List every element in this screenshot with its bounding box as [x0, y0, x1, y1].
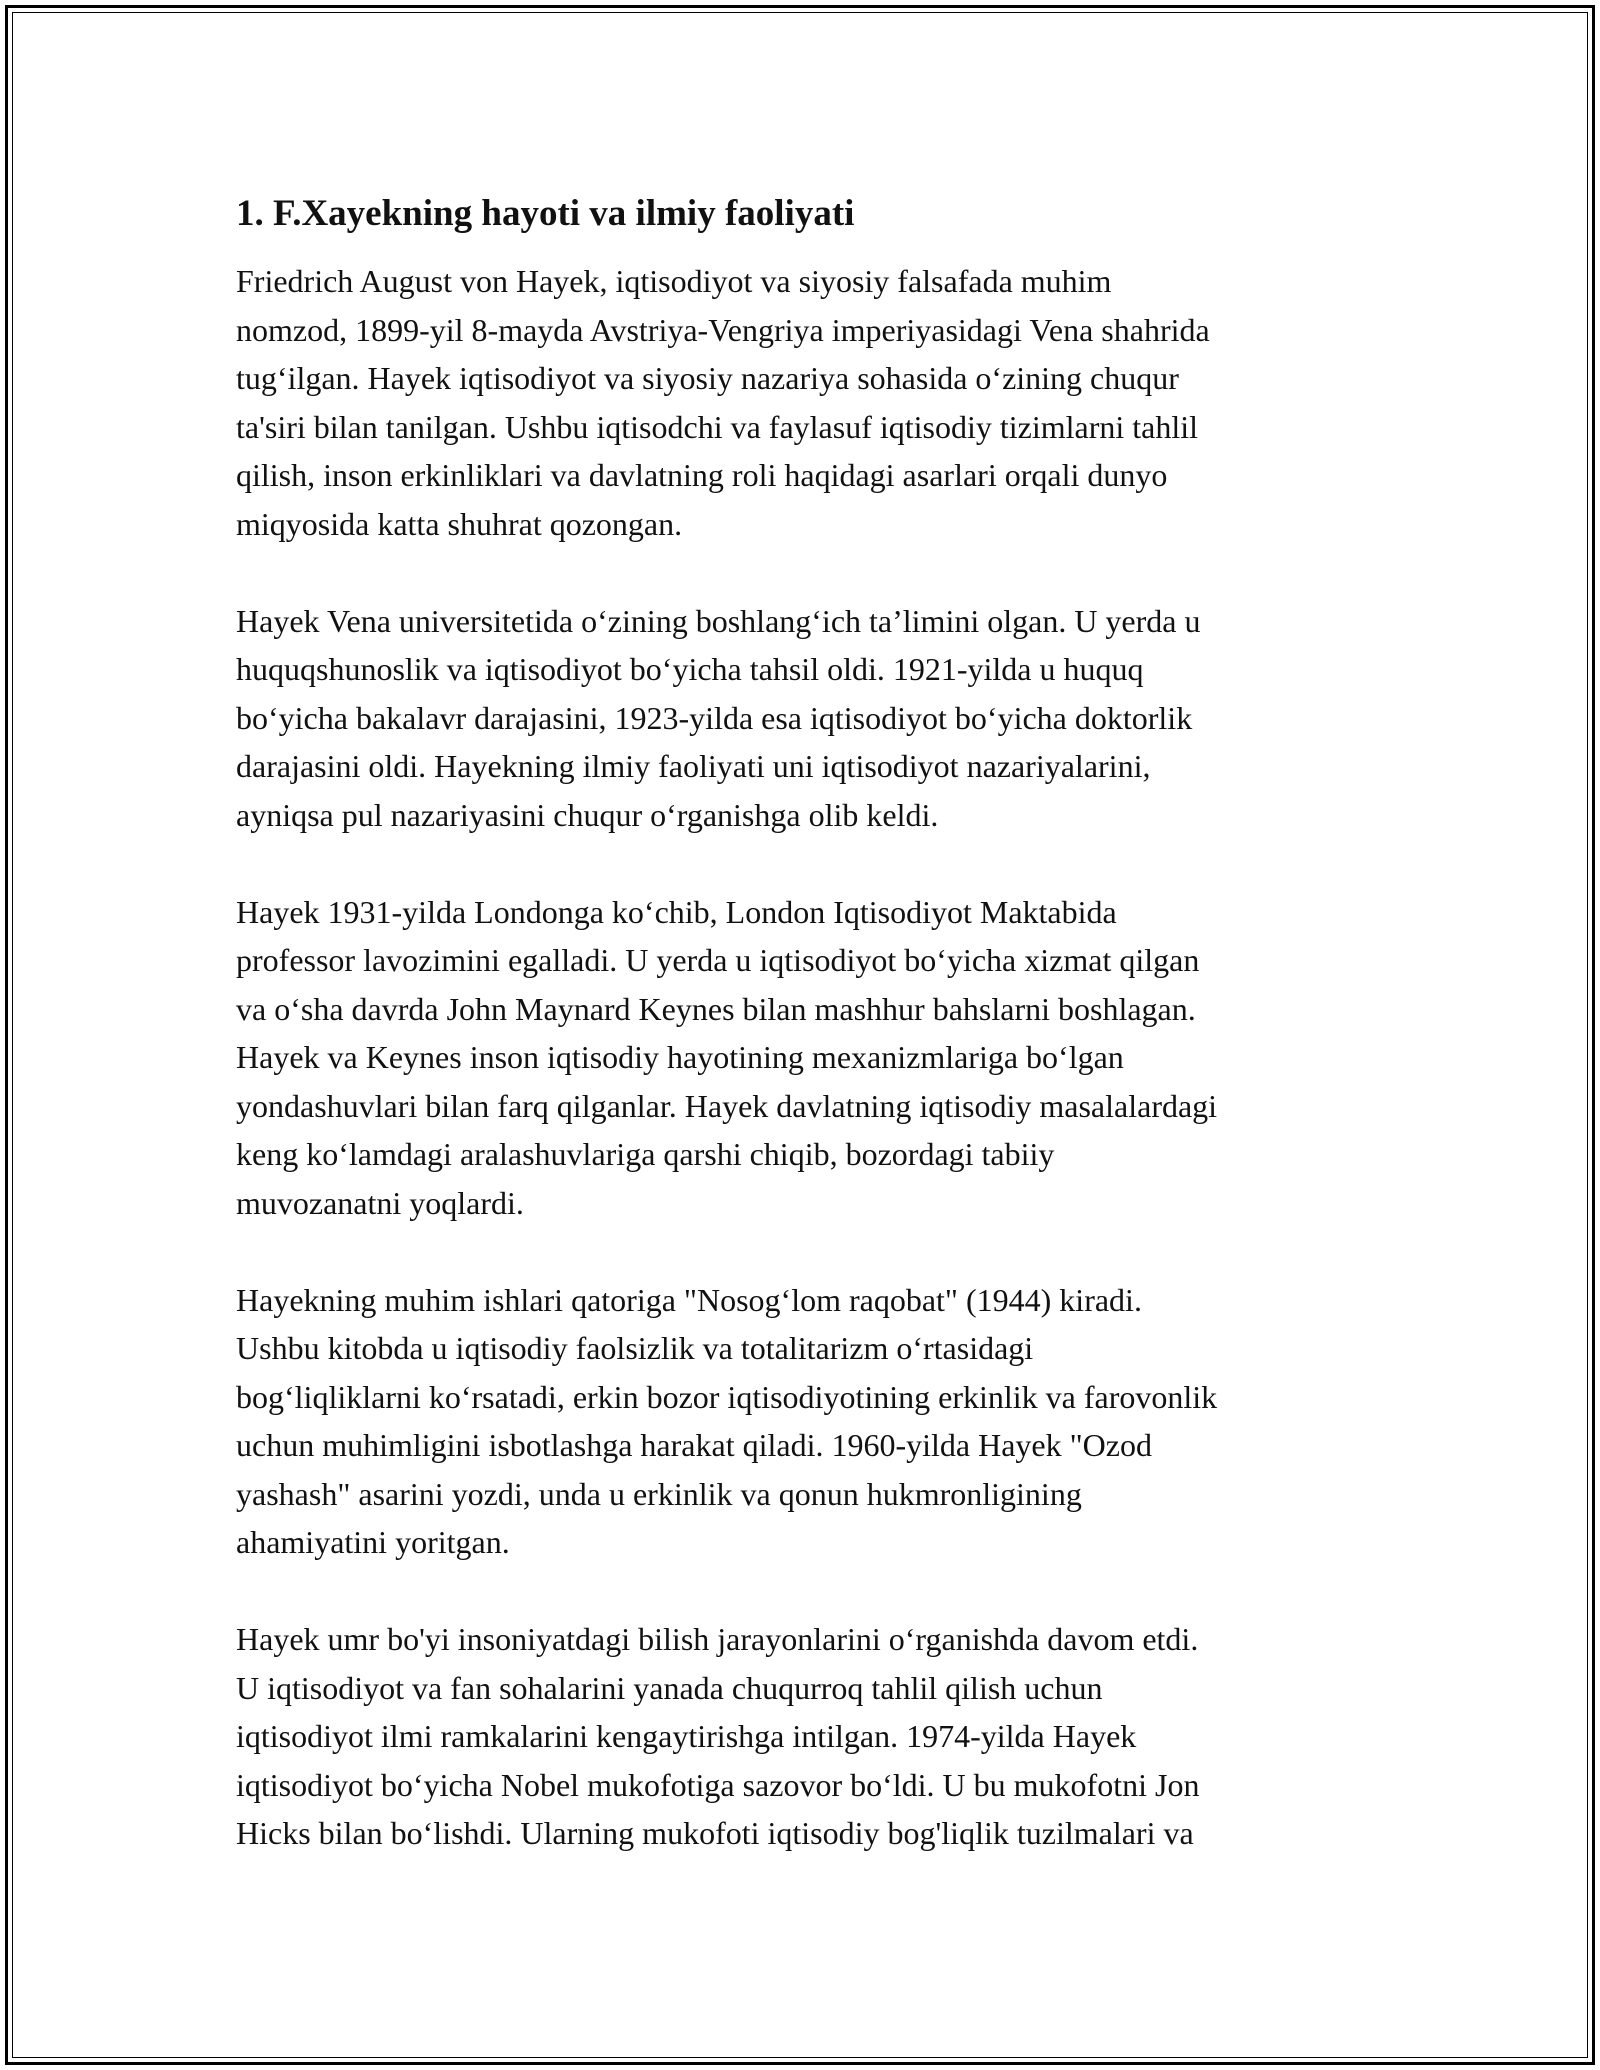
paragraph-2: Hayek Vena universitetida o‘zining boshlang‘ich ta’limini olgan. U yerda u huquqshunoslik va iqtisodiyot bo‘yicha tahsil oldi. 1921-yilda u huquq bo‘yicha bakalavr darajasini, 1923-yilda esa iqtisodiyot bo‘yicha doktorlik darajasini oldi. Hayekning ilmiy faoliyati uni iqtisodiyot nazariyalarini, ayniqsa pul nazariyasini chuqur o‘rganishga olib keldi. [236, 602, 1201, 833]
paragraph-5: Hayek umr bo'yi insoniyatdagi bilish jarayonlarini o‘rganishda davom etdi. U iqtisodiyot va fan sohalarini yanada chuqurroq tahlil qilish uchun iqtisodiyot ilmi ramkalarini kengaytirishga intilgan. 1974-yilda Hayek iqtisodiyot bo‘yicha Nobel mukofotiga sazovor bo‘ldi. U bu mukofotni Jon Hicks bilan bo‘lishdi. Ularning mukofoti iqtisodiy bog'liqlik tuzilmalari va [236, 1621, 1200, 1851]
paragraph-1: Friedrich August von Hayek, iqtisodiyot va siyosiy falsafada muhim nomzod, 1899-yil 8-mayda Avstriya-Vengriya imperiyasidagi Vena shahrida tug‘ilgan. Hayek iqtisodiyot va siyosiy nazariya sohasida o‘zining chuqur ta'siri bilan tanilgan. Ushbu iqtisodchi va faylasuf iqtisodiy tizimlarni tahlil qilish, inson erkinliklari va davlatning roli haqidagi asarlari orqali dunyo miqyosida katta shuhrat qozongan. [236, 263, 1210, 542]
section-heading: 1. F.Xayekning hayoti va ilmiy faoliyati [236, 193, 855, 234]
paragraph-4: Hayekning muhim ishlari qatoriga "Nosog‘lom raqobat" (1944) kiradi. Ushbu kitobda u iqtisodiy faolsizlik va totalitarizm o‘rtasidagi bog‘liqliklarni ko‘rsatadi, erkin bozor iqtisodiyotining erkinlik va farovonlik uchun muhimligini isbotlashga harakat qiladi. 1960-yilda Hayek "Ozod yashash" asarini yozdi, unda u erkinlik va qonun hukmronligining ahamiyatini yoritgan. [236, 1281, 1218, 1560]
paragraph-3: Hayek 1931-yilda Londonga ko‘chib, London Iqtisodiyot Maktabida professor lavozimini egalladi. U yerda u iqtisodiyot bo‘yicha xizmat qilgan va o‘sha davrda John Maynard Keynes bilan mashhur bahslarni boshlagan. Hayek va Keynes inson iqtisodiy hayotining mexanizmlariga bo‘lgan yondashuvlari bilan farq qilganlar. Hayek davlatning iqtisodiy masalalardagi keng ko‘lamdagi aralashuvlariga qarshi chiqib, bozordagi tabiiy muvozanatni yoqlardi. [236, 893, 1218, 1221]
document-body [236, 186, 1376, 1906]
